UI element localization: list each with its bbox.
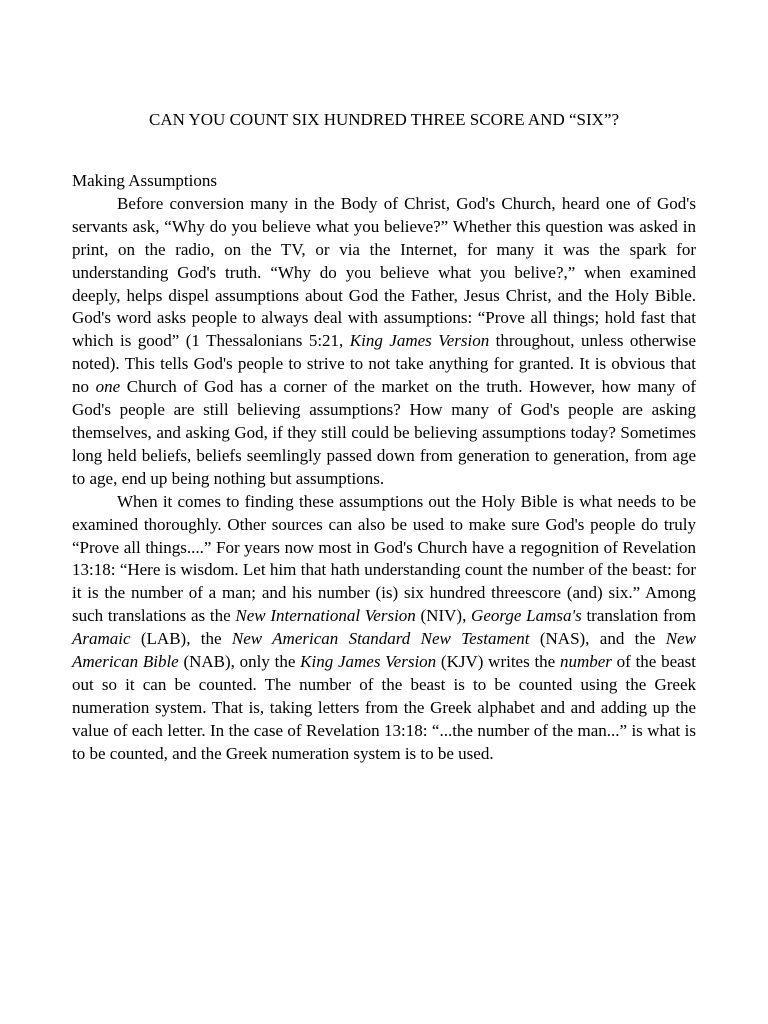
- paragraph-1-text-3: Church of God has a corner of the market on the truth. However, how many of God's people are still believing assumptions? How many of God's people are asking themselves, and asking God, if they still could be believing assumptions today? Sometimes long held beliefs, beliefs seemlingly passed down from generation to generation, from age to age, end up being nothing but assumptions.: [72, 377, 696, 488]
- section-heading: Making Assumptions: [72, 171, 217, 190]
- paragraph-1-kjv: King James Version: [349, 331, 490, 351]
- paragraph-2-aramaic: Aramaic: [72, 629, 131, 649]
- paragraph-2-text-8: of the beast out so it can be counted. The number of the beast is to be counted using the Greek numeration system. That is, taking letters from the Greek alphabet and and adding up the value of each letter. In the case of Revelation 13:18: “...the number of the man...” is what is to be counted, and the Greek numeration system is to be used.: [72, 652, 697, 763]
- paragraph-1: [72, 193, 696, 491]
- paragraph-2-text-3: translation from: [581, 606, 696, 626]
- paragraph-2-text-4: (LAB), the: [130, 629, 232, 649]
- paragraph-2-nas: New American Standard New Testament: [231, 629, 530, 649]
- paragraph-2-text-1: When it comes to finding these assumptions out the Holy Bible is what needs to be examined thoroughly. Other sources can also be used to make sure God's people do truly “Prove all things....” For years now most in God's Church have a regognition of Revelation 13:18: “Here is wisdom. Let him that hath understanding count the number of the beast: for it is the number of a man; and his number (is) six hundred threescore (and) six.” Among such translations as the: [72, 491, 696, 626]
- paragraph-1-text-1: Before conversion many in the Body of Christ, God's Church, heard one of God's servants ask, “Why do you believe what you believe?” Whether this question was asked in print, on the radio, on the TV, or via the Internet, for many it was the spark for understanding God's truth. “Why do you believe what you belive?,” when examined deeply, helps dispel assumptions about God the Father, Jesus Christ, and the Holy Bible. God's word asks people to always deal with assumptions: “Prove all things; hold fast that which is good” (1 Thessalonians 5:21,: [72, 193, 696, 351]
- paragraph-1-text-2: throughout, unless otherwise noted). This tells God's people to strive to not take anything for granted. It is obvious that no: [72, 331, 697, 397]
- paragraph-1-one: one: [95, 377, 121, 397]
- paragraph-2: [72, 491, 696, 766]
- paragraph-2-nab: New American Bible: [72, 629, 696, 672]
- paragraph-2-number: number: [559, 652, 612, 672]
- paragraph-2-text-6: (NAB), only the: [178, 652, 301, 672]
- paragraph-2-text-7: (KJV) writes the: [436, 652, 560, 672]
- paragraph-2-kjv: King James Version: [300, 652, 437, 672]
- paragraph-2-text-2: (NIV),: [415, 606, 472, 626]
- paragraph-2-niv: New International Version: [235, 606, 416, 626]
- document-body: [72, 170, 696, 766]
- paragraph-2-lamsa: George Lamsa's: [471, 606, 582, 626]
- document-title: CAN YOU COUNT SIX HUNDRED THREE SCORE AND “SIX”?: [148, 110, 619, 129]
- paragraph-2-text-5: (NAS), and the: [529, 629, 666, 649]
